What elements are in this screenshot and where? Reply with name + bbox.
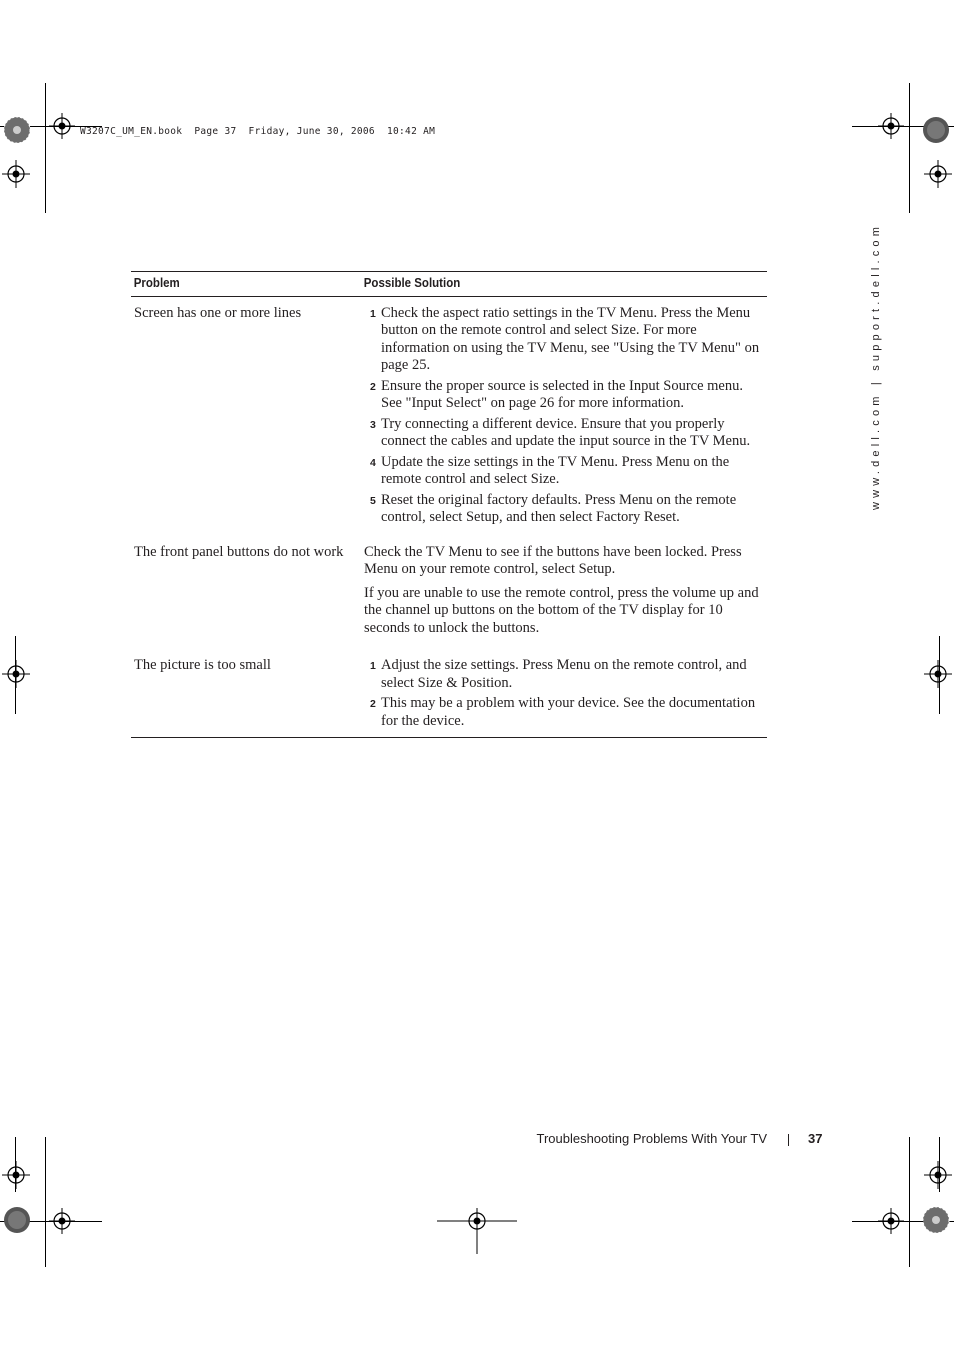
registration-mark-icon: [2, 160, 30, 188]
page-number: 37: [808, 1131, 823, 1146]
table-row: [131, 536, 767, 650]
step-text: Adjust the size settings. Press Menu on the remote control, and select Size & Position.: [381, 657, 747, 691]
star-target-icon: [3, 1206, 31, 1234]
step-text: Reset the original factory defaults. Press Menu on the remote control, select Setup, and then select Factory Reset.: [381, 491, 737, 525]
table-row: [131, 296, 767, 536]
step-item: [364, 378, 764, 413]
table-row: [131, 649, 767, 738]
crop-mark: [909, 83, 910, 213]
step-number: 1: [370, 307, 376, 320]
crop-mark: [939, 636, 940, 714]
step-text: Ensure the proper source is selected in the Input Source menu. See "Input Select" on page 26 for more information.: [381, 377, 743, 411]
step-number: 4: [370, 456, 376, 469]
solution-steps: [364, 657, 764, 730]
star-target-icon: [922, 1206, 950, 1234]
star-target-icon: [922, 116, 950, 144]
step-item: [364, 657, 764, 692]
footer-separator: [788, 1134, 789, 1146]
problem-cell: The picture is too small: [131, 649, 361, 738]
registration-mark-icon: [924, 660, 952, 688]
crop-mark: [45, 83, 46, 213]
step-number: 5: [370, 494, 376, 507]
star-target-icon: [3, 116, 31, 144]
solution-cell: [361, 649, 767, 738]
step-text: Update the size settings in the TV Menu. Press Menu on the remote control and select Size.: [381, 453, 730, 487]
step-text: This may be a problem with your device. See the documentation for the device.: [381, 695, 756, 729]
step-text: Check the aspect ratio settings in the TV Menu. Press the Menu button on the remote control and select Size. For more information on using the TV Menu, see "Using the TV Menu" on page 25.: [381, 304, 760, 373]
step-number: 1: [370, 660, 376, 672]
table-header-row: [131, 272, 767, 297]
print-slug: W3207C_UM_EN.book Page 37 Friday, June 30, 2006 10:42 AM: [80, 126, 436, 137]
step-text: Try connecting a different device. Ensure that you properly connect the cables and update the input source in the TV Menu.: [381, 415, 751, 449]
crop-mark: [909, 1137, 910, 1267]
troubleshooting-table: [131, 271, 767, 738]
side-url: www.dell.com | support.dell.com: [870, 222, 882, 510]
step-number: 2: [370, 380, 376, 393]
registration-mark-icon: [2, 660, 30, 688]
crop-mark: [45, 1137, 46, 1267]
footer-section-title: Troubleshooting Problems With Your TV: [536, 1131, 767, 1146]
step-item: [364, 305, 764, 375]
crop-mark: [15, 1137, 16, 1192]
header-problem: Problem: [131, 272, 343, 297]
registration-mark-icon: [924, 1161, 952, 1189]
registration-mark-icon: [49, 1208, 75, 1234]
step-number: 2: [370, 698, 376, 710]
step-item: [364, 454, 764, 489]
registration-mark-icon: [49, 113, 75, 139]
step-item: [364, 416, 764, 451]
step-item: [364, 492, 764, 527]
problem-cell: Screen has one or more lines: [134, 304, 302, 321]
problem-cell: The front panel buttons do not work: [134, 543, 344, 560]
registration-mark-icon: [437, 1208, 517, 1254]
registration-mark-icon: [878, 1208, 904, 1234]
step-item: [364, 695, 764, 730]
solution-paragraph: If you are unable to use the remote control, press the volume up and the channel up buttons on the bottom of the TV display for 10 seconds to unlock the buttons.: [364, 584, 759, 636]
solution-steps: [364, 305, 764, 527]
registration-mark-icon: [878, 113, 904, 139]
step-number: 3: [370, 418, 376, 431]
crop-mark: [939, 1137, 940, 1192]
header-solution: Possible Solution: [361, 272, 735, 297]
solution-paragraph: Check the TV Menu to see if the buttons have been locked. Press Menu on your remote control, select Setup.: [364, 543, 742, 577]
solution-cell: [361, 536, 767, 650]
registration-mark-icon: [2, 1161, 30, 1189]
registration-mark-icon: [924, 160, 952, 188]
crop-mark: [15, 636, 16, 714]
solution-cell: [361, 296, 767, 536]
